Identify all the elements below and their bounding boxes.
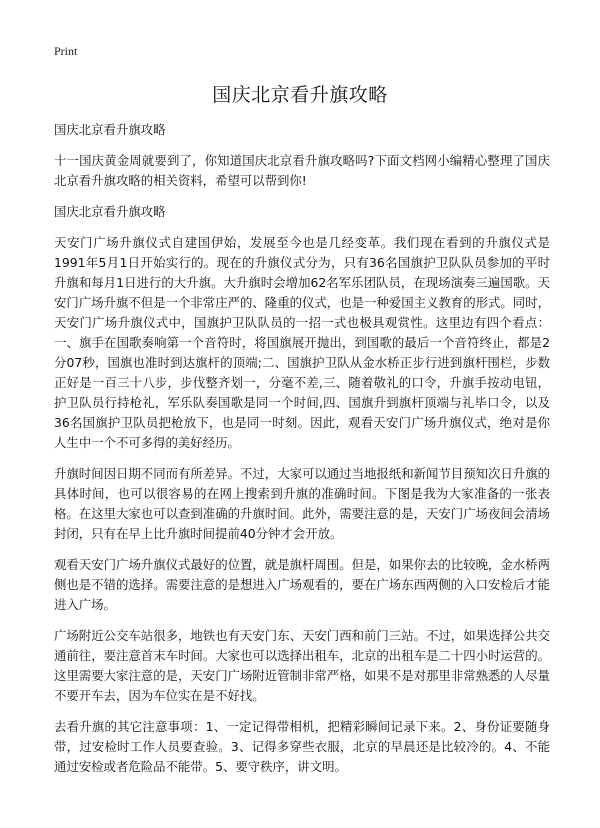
paragraph-location: 观看天安门广场升旗仪式最好的位置，就是旗杆周围。但是，如果你去的比较晚，金水桥两侧也是不错的选择。需要注意的是想进入广场观看的，要在广场东西两侧的入口安检后才能进入广场。	[54, 557, 550, 612]
print-link[interactable]: Print	[54, 44, 78, 58]
paragraph-ceremony: 天安门广场升旗仪式自建国伊始，发展至今也是几经变革。我们现在看到的升旗仪式是1991年5月1日开始实行的。现在的升旗仪式分为，只有36名国旗护卫队队员参加的平时升旗和每月1日进行的大升旗。大升旗时会增加62名军乐团队员，在现场演奏三遍国歌。天安门广场升旗不但是一个非常庄严的、隆重的仪式，也是一种爱国主义教育的形式。同时，天安门广场升旗仪式中，国旗护卫队队员的一招一式也极具观赏性。这里边有四个看点：一、旗手在国歌奏响第一个音符时，将国旗展开抛出，到国歌的最后一个音符终止，都是2分07秒，国旗也准时到达旗杆的顶端;二、国旗护卫队从金水桥正步行进到旗杆围栏，步数正好是一百三十八步，步伐整齐划一，分毫不差,三、随着敬礼的口令，升旗手按动电钮，护卫队员行持枪礼，军乐队奏国歌是同一个时间,四、国旗升到旗杆顶端与礼毕口令，以及36名国旗护卫队员把枪放下，也是同一时刻。因此，观看天安门广场升旗仪式，绝对是你人生中一个不可多得的美好经历。	[54, 235, 550, 450]
section-subtitle: 国庆北京看升旗攻略	[54, 122, 166, 137]
paragraph-transport: 广场附近公交车站很多，地铁也有天安门东、天安门西和前门三站。不过，如果选择公共交通前往，要注意首末车时间。大家也可以选择出租车，北京的出租车是二十四小时运营的。这里需要大家注意的是，天安门广场附近管制非常严格，如果不是对那里非常熟悉的人尽量不要开车去，因为车位实在是不好找。	[54, 628, 550, 703]
article-body	[54, 120, 550, 788]
paragraph-time: 升旗时间因日期不同而有所差异。不过，大家可以通过当地报纸和新闻节目预知次日升旗的具体时间，也可以很容易的在网上搜索到升旗的准确时间。下图是我为大家准备的一张表格。在这里大家也可以查到准确的升旗时间。此外，需要注意的是，天安门广场夜间会清场封闭，只有在早上比升旗时间提前40分钟才会开放。	[54, 466, 550, 541]
page-title: 国庆北京看升旗攻略	[212, 84, 388, 106]
section-subtitle: 国庆北京看升旗攻略	[54, 204, 166, 219]
intro-paragraph: 十一国庆黄金周就要到了，你知道国庆北京看升旗攻略吗?下面文档网小编精心整理了国庆北京看升旗攻略的相关资料，希望可以帮到你!	[54, 153, 550, 188]
paragraph-tips: 去看升旗的其它注意事项：1、一定记得带相机，把精彩瞬间记录下来。2、身份证要随身带，过安检时工作人员要查验。3、记得多穿些衣服，北京的早晨还是比较冷的。4、不能通过安检或者危险品不能带。5、要守秩序，讲文明。	[54, 719, 550, 774]
